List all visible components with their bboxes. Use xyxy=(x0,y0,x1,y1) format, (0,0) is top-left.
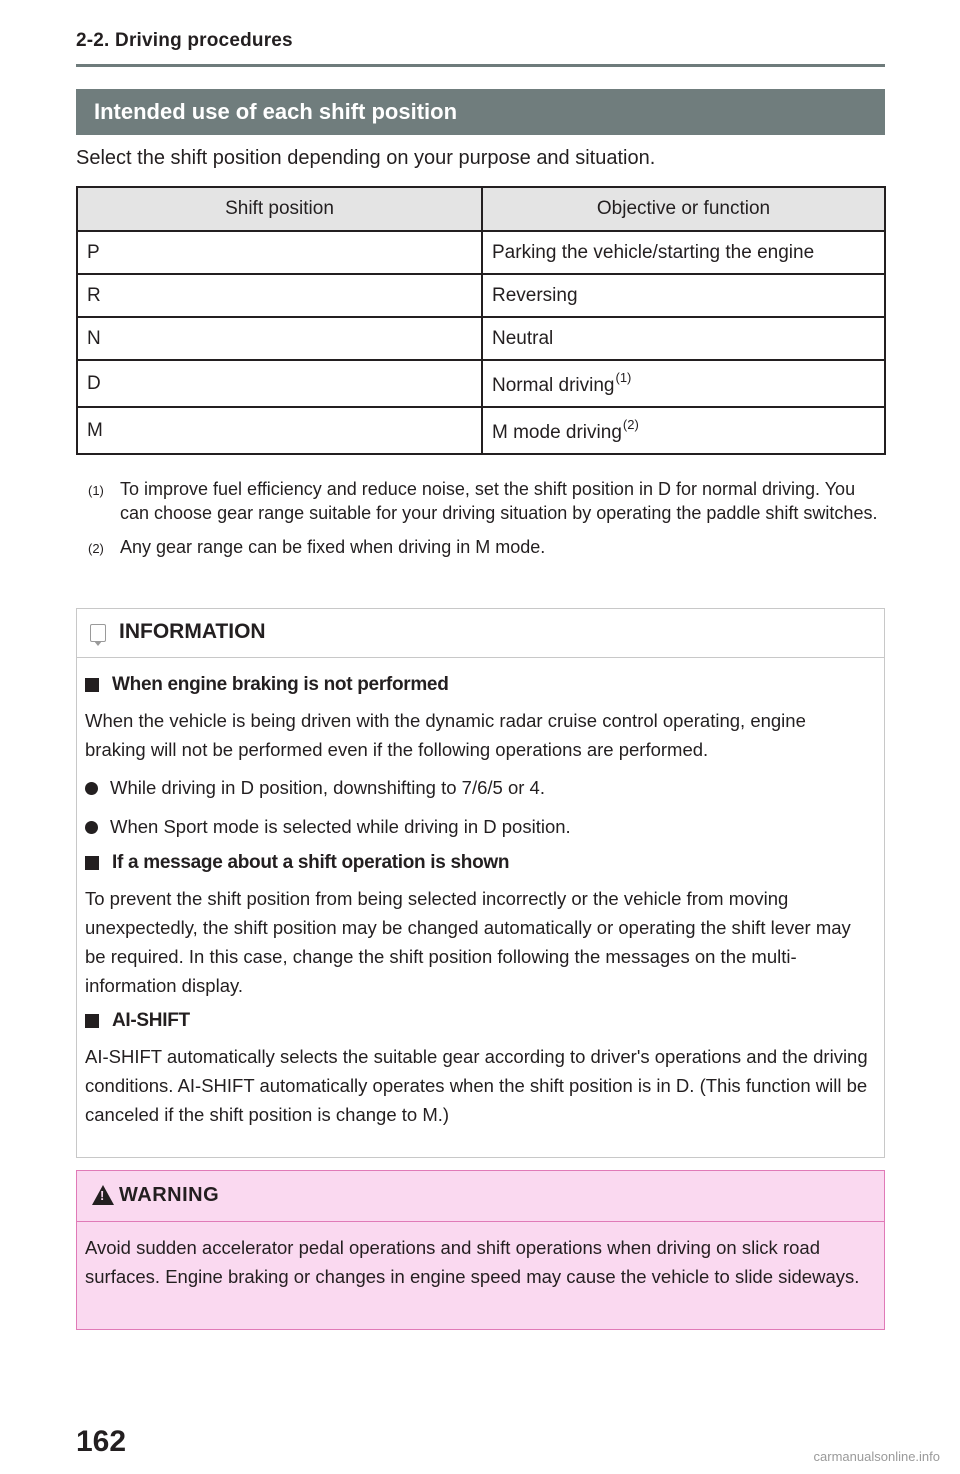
square-bullet-icon xyxy=(85,678,99,692)
heading-bar xyxy=(76,89,885,135)
round-bullet-icon xyxy=(85,782,98,795)
header-rule xyxy=(76,64,885,67)
information-title: INFORMATION xyxy=(119,620,266,643)
shift-position-cell: M xyxy=(77,407,482,454)
function-cell xyxy=(482,317,885,360)
table-row xyxy=(77,317,885,360)
footnote-number: (1) xyxy=(88,483,104,498)
shift-position-cell: N xyxy=(77,317,482,360)
shift-position-cell: P xyxy=(77,231,482,274)
section-label: 2-2. Driving procedures xyxy=(76,30,293,51)
info-subheading-text: AI-SHIFT xyxy=(112,1010,190,1031)
info-bullet-text: When Sport mode is selected while driving in D position. xyxy=(110,816,571,837)
information-box xyxy=(76,608,885,1158)
info-subheading xyxy=(85,852,870,874)
function-text: Neutral xyxy=(492,327,554,349)
footnote-ref: (2) xyxy=(622,417,639,432)
information-header xyxy=(77,609,884,658)
warning-title: WARNING xyxy=(119,1184,220,1206)
shift-position-cell: R xyxy=(77,274,482,317)
info-bullet-text: While driving in D position, downshifting to 7/6/5 or 4. xyxy=(110,777,545,798)
info-subheading-text: When engine braking is not performed xyxy=(112,674,449,695)
info-subheading xyxy=(85,674,870,696)
info-paragraph: AI-SHIFT automatically selects the suitable gear according to driver's operations and the driving conditions. AI-SHIFT automatically operates when the shift position is in D. (This function will be canceled if the shift position is change to M.) xyxy=(85,1046,868,1125)
square-bullet-icon xyxy=(85,856,99,870)
function-text: Parking the vehicle/starting the engine xyxy=(492,241,815,263)
table-row xyxy=(77,360,885,407)
table-header-objective: Objective or function xyxy=(482,187,885,231)
shift-position-cell: D xyxy=(77,360,482,407)
function-cell xyxy=(482,360,885,407)
footnote-text: To improve fuel efficiency and reduce noise, set the shift position in D for normal driving. You can choose gear range suitable for your driving situation by operating the paddle shift switches. xyxy=(120,479,878,523)
square-bullet-icon xyxy=(85,1014,99,1028)
warning-triangle-icon xyxy=(92,1185,114,1205)
function-text: M mode driving xyxy=(492,422,622,443)
info-bullet xyxy=(85,813,870,841)
info-bullet xyxy=(85,774,870,802)
round-bullet-icon xyxy=(85,821,98,834)
table-header-shift-position: Shift position xyxy=(77,187,482,231)
footnote-number: (2) xyxy=(88,541,104,556)
footnote xyxy=(88,535,883,561)
footnotes xyxy=(88,477,883,571)
info-subheading-text: If a message about a shift operation is shown xyxy=(112,852,510,873)
shift-position-table xyxy=(76,186,886,455)
function-cell xyxy=(482,407,885,454)
table-row xyxy=(77,231,885,274)
information-icon xyxy=(90,624,106,642)
warning-header xyxy=(77,1171,884,1222)
footnote xyxy=(88,477,883,525)
footnote-ref: (1) xyxy=(615,370,632,385)
function-text: Normal driving xyxy=(492,375,615,396)
intro-text: Select the shift position depending on your purpose and situation. xyxy=(76,147,656,169)
footnote-text: Any gear range can be fixed when driving in M mode. xyxy=(120,537,546,557)
info-paragraph: To prevent the shift position from being selected incorrectly or the vehicle from moving unexpectedly, the shift position may be changed automatically or operating the shift lever may be required. In this case, change the shift position following the messages on the multi-information display. xyxy=(85,888,851,996)
warning-text: Avoid sudden accelerator pedal operations and shift operations when driving on slick road surfaces. Engine braking or changes in engine speed may cause the vehicle to slide sideways. xyxy=(85,1237,860,1287)
page-number: 162 xyxy=(76,1425,127,1458)
table-header-row xyxy=(77,187,885,231)
info-subheading xyxy=(85,1010,870,1032)
warning-box xyxy=(76,1170,885,1330)
function-cell xyxy=(482,231,885,274)
table-row xyxy=(77,407,885,454)
watermark: carmanualsonline.info xyxy=(813,1449,940,1464)
information-body xyxy=(77,658,884,1129)
function-cell xyxy=(482,274,885,317)
function-text: Reversing xyxy=(492,284,578,306)
heading-title: Intended use of each shift position xyxy=(94,99,458,124)
table-row xyxy=(77,274,885,317)
info-paragraph: When the vehicle is being driven with the dynamic radar cruise control operating, engine braking will not be performed even if the following operations are performed. xyxy=(85,710,806,760)
